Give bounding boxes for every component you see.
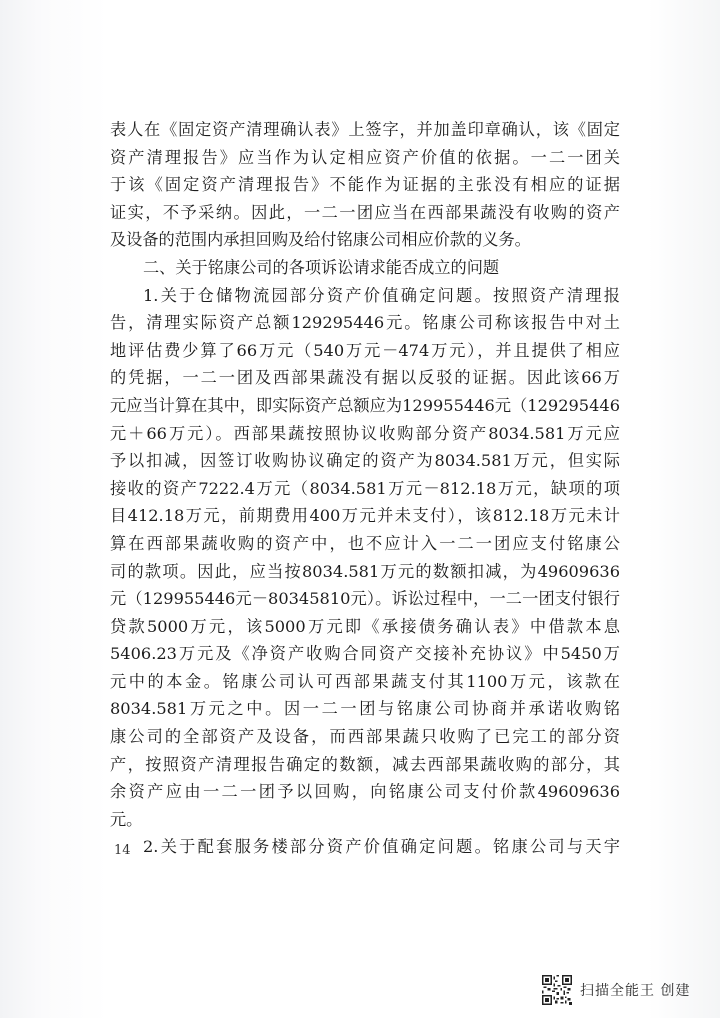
text-line: 目412.18万元，前期费用400万元并未支付），该812.18万元未计 (110, 506, 620, 526)
text-line: 告，清理实际资产总额129295446元。铭康公司称该报告中对土 (110, 313, 620, 333)
page-number: 14 (114, 843, 131, 858)
watermark-text: 扫描全能王 创建 (580, 983, 691, 999)
text-line: 元应当计算在其中，即实际资产总额应为129955446元（129295446 (110, 395, 620, 415)
text-line: 元中的本金。铭康公司认可西部果蔬支付其1100万元，该款在 (110, 671, 620, 691)
text-line: 地评估费少算了66万元（540万元－474万元），并且提供了相应 (110, 340, 620, 360)
text-line: 1.关于仓储物流园部分资产价值确定问题。按照资产清理报 (143, 285, 620, 305)
section-heading: 二、关于铭康公司的各项诉讼请求能否成立的问题 (143, 257, 500, 277)
scanner-watermark (542, 975, 690, 1005)
text-line: 8034.581万元之中。因一二一团与铭康公司协商并承诺收购铭 (110, 699, 620, 719)
text-line: 2.关于配套服务楼部分资产价值确定问题。铭康公司与天宇 (143, 837, 620, 857)
text-line: 的凭据，一二一团及西部果蔬没有据以反驳的证据。因此该66万 (110, 368, 620, 388)
text-line: 元（129955446元－80345810元）。诉讼过程中，一二一团支付银行 (110, 589, 620, 609)
text-line: 产，按照资产清理报告确定的数额，减去西部果蔬收购的部分，其 (110, 754, 620, 774)
text-line: 予以扣减，因签订收购协议确定的资产为8034.581万元，但实际 (110, 451, 620, 471)
text-line: 于该《固定资产清理报告》不能作为证据的主张没有相应的证据 (110, 175, 620, 195)
text-line: 表人在《固定资产清理确认表》上签字，并加盖印章确认，该《固定 (110, 120, 620, 139)
text-line: 贷款5000万元，该5000万元即《承接债务确认表》中借款本息 (110, 616, 620, 636)
text-line: 元＋66万元）。西部果蔬按照协议收购部分资产8034.581万元应 (110, 423, 620, 443)
text-line: 5406.23万元及《净资产收购合同资产交接补充协议》中5450万 (110, 644, 620, 664)
text-line: 接收的资产7222.4万元（8034.581万元－812.18万元，缺项的项 (110, 478, 620, 498)
document-body (110, 116, 620, 861)
text-line: 证实，不予采纳。因此，一二一团应当在西部果蔬没有收购的资产 (110, 202, 620, 222)
text-line: 司的款项。因此，应当按8034.581万元的数额扣减，为49609636 (110, 561, 620, 581)
text-line: 余资产应由一二一团予以回购，向铭康公司支付价款49609636 (110, 782, 620, 802)
qr-code-icon (542, 975, 572, 1005)
text-line: 康公司的全部资产及设备，而西部果蔬只收购了已完工的部分资 (110, 727, 620, 747)
text-line: 元。 (110, 809, 143, 829)
text-line: 及设备的范围内承担回购及给付铭康公司相应价款的义务。 (110, 230, 531, 250)
text-line: 算在西部果蔬收购的资产中，也不应计入一二一团应支付铭康公 (110, 533, 620, 553)
text-line: 资产清理报告》应当作为认定相应资产价值的依据。一二一团关 (110, 147, 620, 167)
